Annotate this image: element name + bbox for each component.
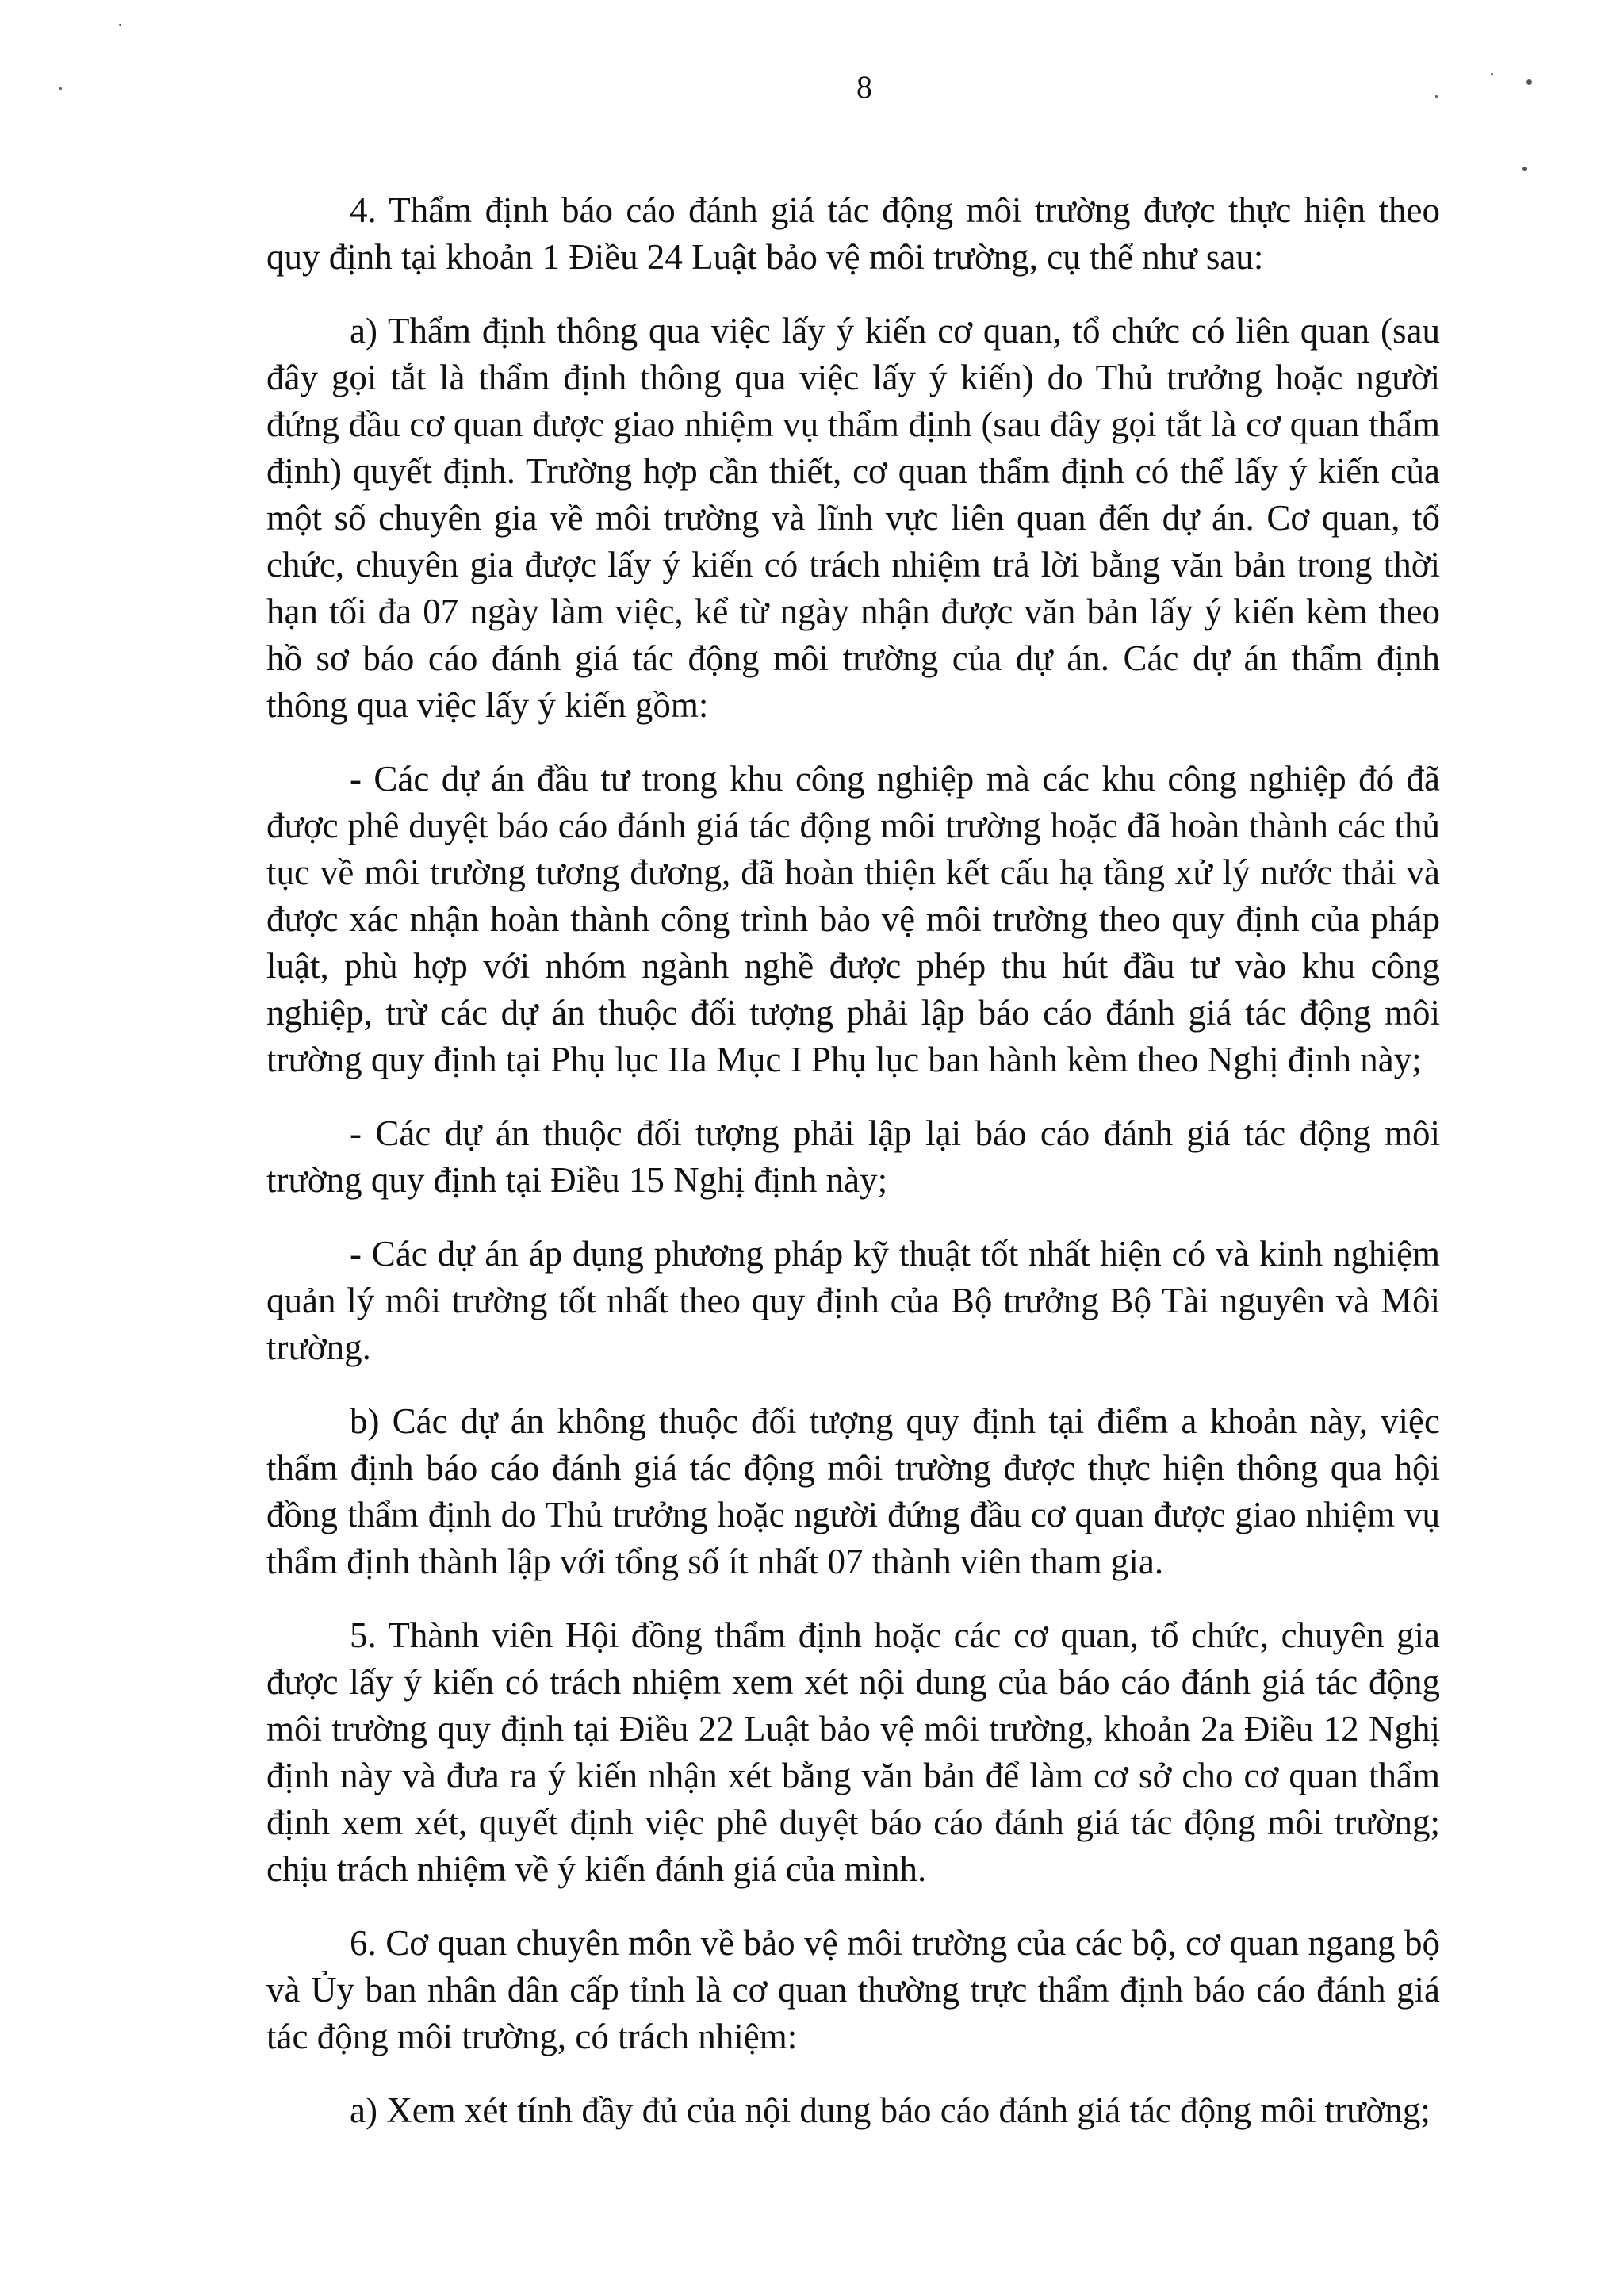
paragraph-bullet-redo-report: - Các dự án thuộc đối tượng phải lập lại báo cáo đánh giá tác động môi trường quy định tại Điều 15 Nghị định này; <box>266 1113 1440 1200</box>
page-number: 8 <box>856 69 872 105</box>
paragraph-item-6: 6. Cơ quan chuyên môn về bảo vệ môi trường của các bộ, cơ quan ngang bộ và Ủy ban nhân dân cấp tỉnh là cơ quan thường trực thẩm định báo cáo đánh giá tác động môi trường, có trách nhiệm: <box>266 1923 1440 2056</box>
paragraph-bullet-best-technique: - Các dự án áp dụng phương pháp kỹ thuật tốt nhất hiện có và kinh nghiệm quản lý môi trường tốt nhất theo quy định của Bộ trưởng Bộ Tài nguyên và Môi trường. <box>266 1234 1440 1367</box>
scan-speck <box>1491 73 1493 75</box>
paragraph-item-4b: b) Các dự án không thuộc đối tượng quy định tại điểm a khoản này, việc thẩm định báo cáo đánh giá tác động môi trường được thực hiện thông qua hội đồng thẩm định do Thủ trưởng hoặc người đứng đầu cơ quan được giao nhiệm vụ thẩm định thành lập với tổng số ít nhất 07 thành viên tham gia. <box>266 1401 1440 1581</box>
scan-speck <box>59 87 62 90</box>
paragraph-item-5: 5. Thành viên Hội đồng thẩm định hoặc các cơ quan, tổ chức, chuyên gia được lấy ý kiến có trách nhiệm xem xét nội dung của báo cáo đánh giá tác động môi trường quy định tại Điều 22 Luật bảo vệ môi trường, khoản 2a Điều 12 Nghị định này và đưa ra ý kiến nhận xét bằng văn bản để làm cơ sở cho cơ quan thẩm định xem xét, quyết định việc phê duyệt báo cáo đánh giá tác động môi trường; chịu trách nhiệm về ý kiến đánh giá của mình. <box>266 1615 1440 1889</box>
scan-speck <box>1526 79 1532 85</box>
paragraph-item-4a: a) Thẩm định thông qua việc lấy ý kiến cơ quan, tổ chức có liên quan (sau đây gọi tắt là thẩm định thông qua việc lấy ý kiến) do Thủ trưởng hoặc người đứng đầu cơ quan được giao nhiệm vụ thẩm định (sau đây gọi tắt là cơ quan thẩm định) quyết định. Trường hợp cần thiết, cơ quan thẩm định có thể lấy ý kiến của một số chuyên gia về môi trường và lĩnh vực liên quan đến dự án. Cơ quan, tổ chức, chuyên gia được lấy ý kiến có trách nhiệm trả lời bằng văn bản trong thời hạn tối đa 07 ngày làm việc, kể từ ngày nhận được văn bản lấy ý kiến kèm theo hồ sơ báo cáo đánh giá tác động môi trường của dự án. Các dự án thẩm định thông qua việc lấy ý kiến gồm: <box>266 311 1440 725</box>
scan-speck <box>1522 167 1527 171</box>
paragraph-item-4: 4. Thẩm định báo cáo đánh giá tác động môi trường được thực hiện theo quy định tại khoản 1 Điều 24 Luật bảo vệ môi trường, cụ thể như sau: <box>266 190 1440 277</box>
paragraph-bullet-industrial-zone: - Các dự án đầu tư trong khu công nghiệp mà các khu công nghiệp đó đã được phê duyệt báo cáo đánh giá tác động môi trường hoặc đã hoàn thành các thủ tục về môi trường tương đương, đã hoàn thiện kết cấu hạ tầng xử lý nước thải và được xác nhận hoàn thành công trình bảo vệ môi trường theo quy định của pháp luật, phù hợp với nhóm ngành nghề được phép thu hút đầu tư vào khu công nghiệp, trừ các dự án thuộc đối tượng phải lập báo cáo đánh giá tác động môi trường quy định tại Phụ lục IIa Mục I Phụ lục ban hành kèm theo Nghị định này; <box>266 759 1440 1079</box>
document-body <box>266 187 1440 2158</box>
paragraph-item-6a: a) Xem xét tính đầy đủ của nội dung báo cáo đánh giá tác động môi trường; <box>350 2090 1431 2130</box>
scan-speck <box>1435 95 1438 98</box>
scan-speck <box>119 24 121 26</box>
